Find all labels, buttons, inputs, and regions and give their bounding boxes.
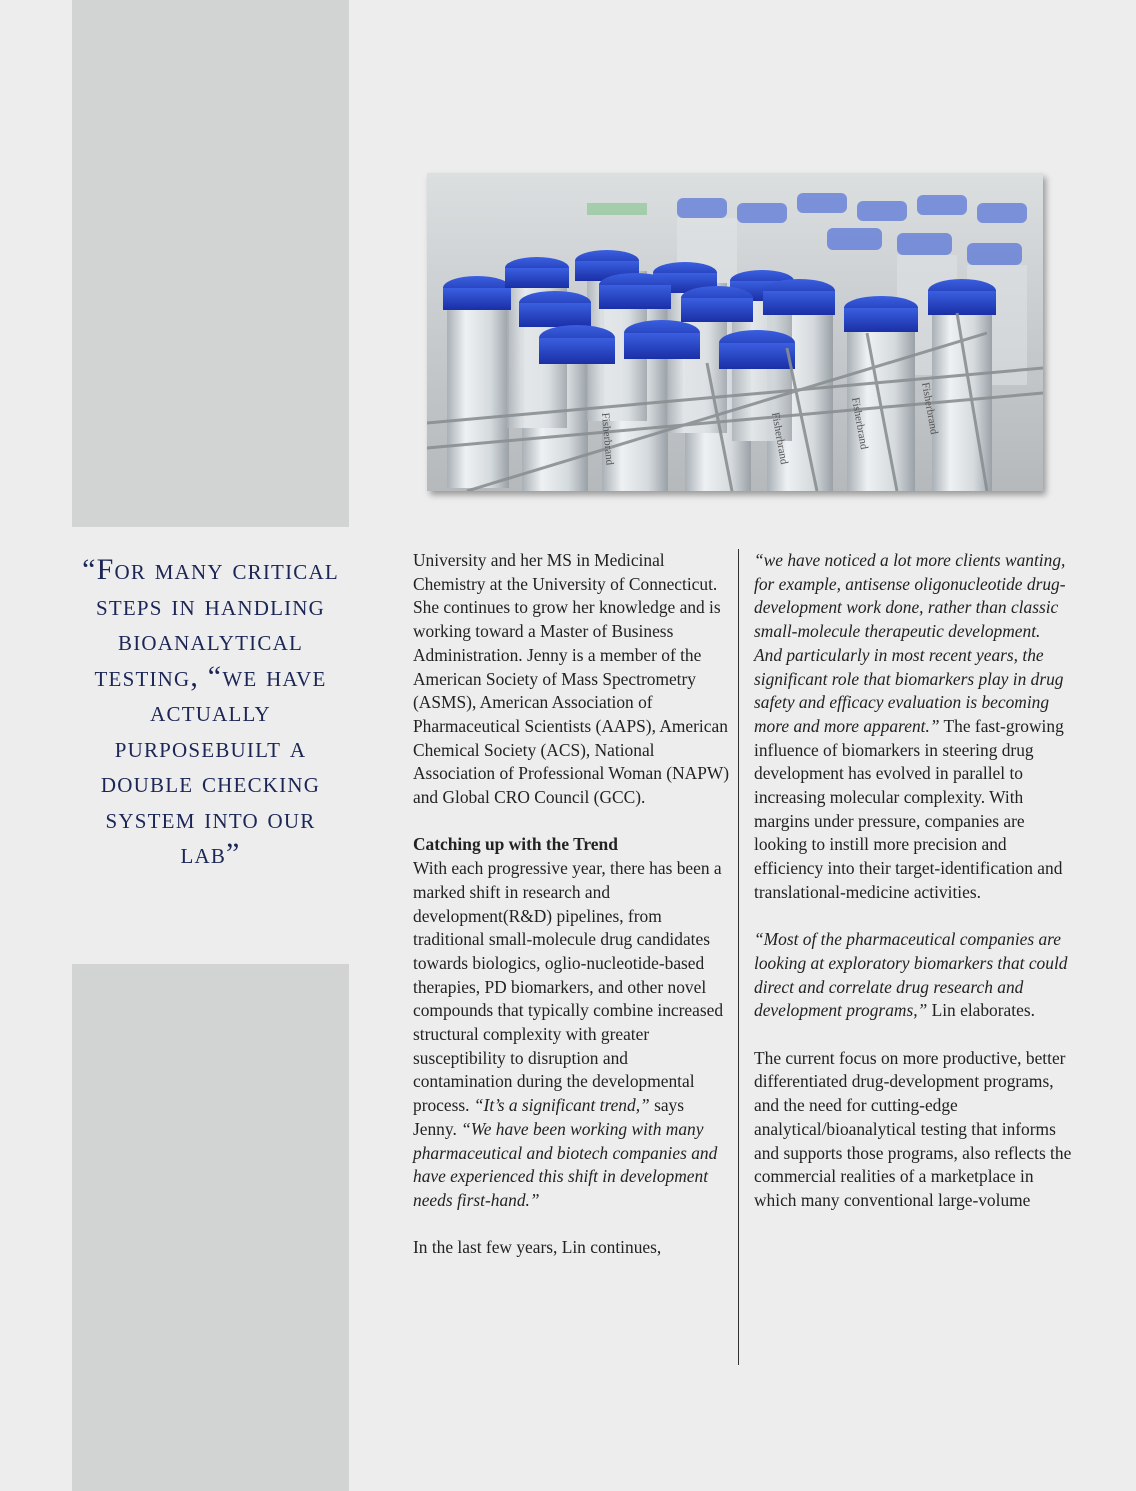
article-column-1 <box>413 549 731 1260</box>
section-heading: Catching up with the Trend <box>413 834 618 855</box>
paragraph-text: says Jenny. <box>413 1095 685 1139</box>
tube-label-4: Fisherbrand <box>599 412 616 466</box>
column2-paragraph-1 <box>754 549 1072 905</box>
lab-photo <box>427 173 1043 491</box>
sidebar-panel-top <box>72 0 349 527</box>
column1-paragraph-1: University and her MS in Medicinal Chemistry at the University of Connecticut. She continues to grow her knowledge and is working toward a Master of Business Administration. Jenny is a member of the American Society of Mass Spectrometry (ASMS), American Association of Pharmaceutical Scientists (AAPS), American Chemical Society (ACS), National Association of Professional Woman (NAPW) and Global CRO Council (GCC). <box>413 550 730 808</box>
paragraph-text: The fast-growing influence of biomarkers in steering drug development has evolved in parallel to increasing molecular complexity. With margins under pressure, companies are looking to instill more precision and efficiency into their target-identification and translational-medicine activities. <box>754 715 1064 902</box>
tube-label-1: Fisherbrand <box>919 381 940 436</box>
column1-paragraph-3: In the last few years, Lin continues, <box>413 1237 662 1258</box>
quote-text: “It’s a significant trend,” <box>473 1095 650 1116</box>
column2-paragraph-2 <box>754 928 1072 1023</box>
quote-text: “Most of the pharmaceutical companies are looking at exploratory biomarkers that could direct and correlate drug research and development programs,” <box>754 929 1068 1021</box>
paragraph-text: With each progressive year, there has been a marked shift in research and development(R&D) pipelines, from traditional small-molecule drug candidates towards biologics, oglio-nucleotide-based therapies, PD biomarkers, and other novel compounds that typically combine increased structural complexity with greater susceptibility to disruption and contamination during the developmental process. <box>413 858 724 1116</box>
article-column-2 <box>754 549 1072 1213</box>
pull-quote: “For many critical steps in handling bioanalytical testing, “we have actually purposebuilt a double checking system into our lab” <box>82 553 339 870</box>
quote-text: “we have noticed a lot more clients wanting, for example, antisense oligonucleotide drug-development work done, rather than classic small-molecule therapeutic development. And particularly in most recent years, the significant role that biomarkers play in drug safety and efficacy evaluation is becoming more and more apparent.” <box>754 550 1066 736</box>
quote-text: “We have been working with many pharmaceutical and biotech companies and have experienced this shift in development needs first-hand.” <box>413 1118 718 1210</box>
sidebar-panel-bottom <box>72 964 349 1491</box>
tube-label-3: Fisherbrand <box>769 411 790 466</box>
column2-paragraph-3: The current focus on more productive, better differentiated drug-development programs, and the need for cutting-edge analytical/bioanalytical testing that informs and supports those programs, also reflects the commercial realities of a marketplace in which many conventional large-volume <box>754 1047 1072 1210</box>
paragraph-text: Lin elaborates. <box>927 1000 1035 1021</box>
column1-paragraph-2 <box>413 857 731 1213</box>
column-divider <box>738 549 739 1365</box>
tube-label-2: Fisherbrand <box>849 396 870 451</box>
